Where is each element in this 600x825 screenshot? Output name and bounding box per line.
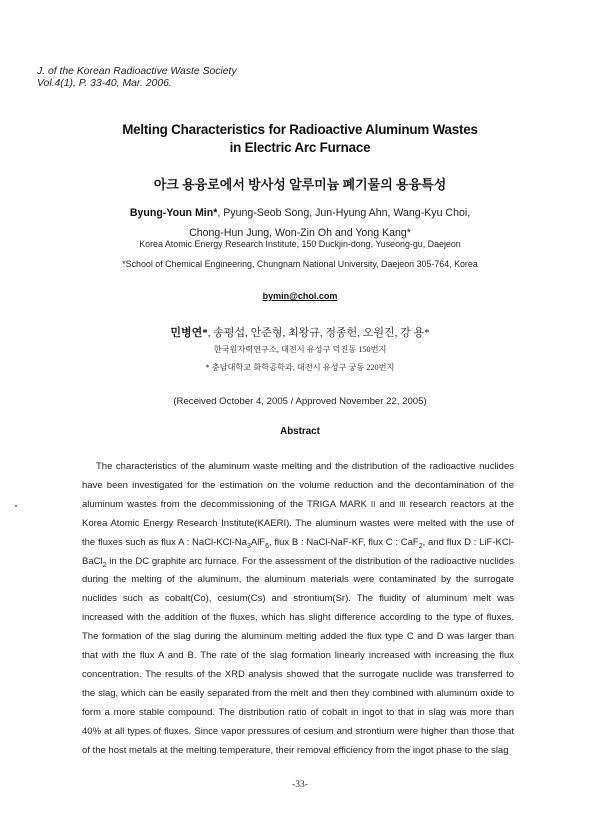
paper-title bbox=[60, 121, 540, 157]
lead-author: Byung-Youn Min* bbox=[129, 207, 218, 219]
abstract-text-5: , flux B : NaCl-NaF-KF, flux C : CaF bbox=[269, 536, 419, 548]
page-number: -33- bbox=[292, 779, 308, 790]
abstract-text-4: AlF bbox=[250, 536, 266, 548]
journal-name: J. of the Korean Radioactive Waste Society bbox=[37, 66, 237, 77]
author-list bbox=[70, 203, 530, 243]
affiliation-kaeri: Korea Atomic Energy Research Institute, 150 Duckjin-dong, Yuseong-gu, Daejeon bbox=[139, 239, 461, 249]
subscript-2a: 2 bbox=[418, 542, 423, 550]
abstract-text-2: and bbox=[375, 498, 400, 510]
co-authors-1: , Pyung-Seob Song, Jun-Hyung Ahn, Wang-Kyu Choi, bbox=[217, 207, 471, 219]
affiliation-chungnam: *School of Chemical Engineering, Chungnam National University, Daejeon 305-764, Korea bbox=[122, 259, 478, 269]
korean-lead-author: 민병연* bbox=[170, 327, 208, 339]
korean-title: 아크 용융로에서 방사성 알루미늄 폐기물의 용융특성 bbox=[153, 177, 447, 192]
korean-affiliation-2: * 충남대학교 화학공학과, 대전시 유성구 궁동 220번지 bbox=[205, 363, 395, 372]
journal-citation bbox=[37, 66, 337, 90]
abstract-text-6: , and flux D : LiF-KCl-BaCl bbox=[82, 536, 514, 567]
roman-numeral-3: III bbox=[399, 499, 406, 509]
title-line-1: Melting Characteristics for Radioactive Aluminum Wastes bbox=[122, 122, 478, 137]
author-line-1 bbox=[70, 203, 530, 223]
subscript-2b: 2 bbox=[102, 561, 107, 569]
abstract-text-3: research reactors at the Korea Atomic Energy Research Institute(KAERI). The aluminum wastes were melted with the use of the fluxes such as flux A : NaCl-KCl-Na bbox=[82, 498, 514, 548]
korean-affiliation-1: 한국원자력연구소, 대전시 유성구 덕진동 150번지 bbox=[213, 345, 387, 354]
received-dates: (Received October 4, 2005 / Approved November 22, 2005) bbox=[173, 396, 427, 407]
abstract-body bbox=[82, 458, 514, 761]
author-line-2: Chong-Hun Jung, Won-Zin Oh and Yong Kang* bbox=[189, 227, 411, 239]
korean-co-authors: , 송평섭, 안준형, 최왕규, 정종헌, 오원진, 강 용* bbox=[207, 327, 430, 339]
subscript-3: 3 bbox=[246, 542, 251, 550]
abstract-text-7: in the DC graphite arc furnace. For the assessment of the distribution of the radioactive nuclides during the melting of the aluminum, the aluminum materials were contaminated by the surrogate nuclides such as cobalt(Co), cesium(Cs) and strontium(Sr). The fluidity of aluminum melt was increased with the addition of the fluxes, which has slight difference according to the type of fluxes. The formation of the slag during the aluminum melting added the flux type C and D was larger than that with the flux A and B. The rate of the slag formation linearly increased with increasing the flux concentration. The results of the XRD analysis showed that the surrogate nuclide was transferred to the slag, which can be easily separated from the melt and then they combined with aluminum oxide to form a more stable compound. The distribution ratio of cobalt in ingot to that in slag was more than 40% at all types of fluxes. Since vapor pressures of cesium and strontium were higher than those that of the host metals at the melting temperature, their removal efficiency from the ingot phase to the slag bbox=[82, 555, 514, 756]
abstract-text-1: The characteristics of the aluminum waste melting and the distribution of the radioactive nuclides have been investigated for the estimation on the volume reduction and the decontamination of the aluminum wastes from the decommissioning of the TRIGA MARK bbox=[82, 461, 514, 510]
subscript-6: 6 bbox=[265, 542, 270, 550]
journal-volume: Vol.4(1), P. 33-40, Mar. 2006. bbox=[37, 78, 172, 89]
abstract-heading: Abstract bbox=[280, 426, 320, 437]
title-line-2: in Electric Arc Furnace bbox=[229, 140, 371, 155]
roman-numeral-2: II bbox=[370, 499, 376, 509]
corresponding-email[interactable]: bymin@chol.com bbox=[262, 291, 338, 301]
scan-speck bbox=[15, 505, 17, 507]
korean-author-list bbox=[100, 324, 500, 340]
